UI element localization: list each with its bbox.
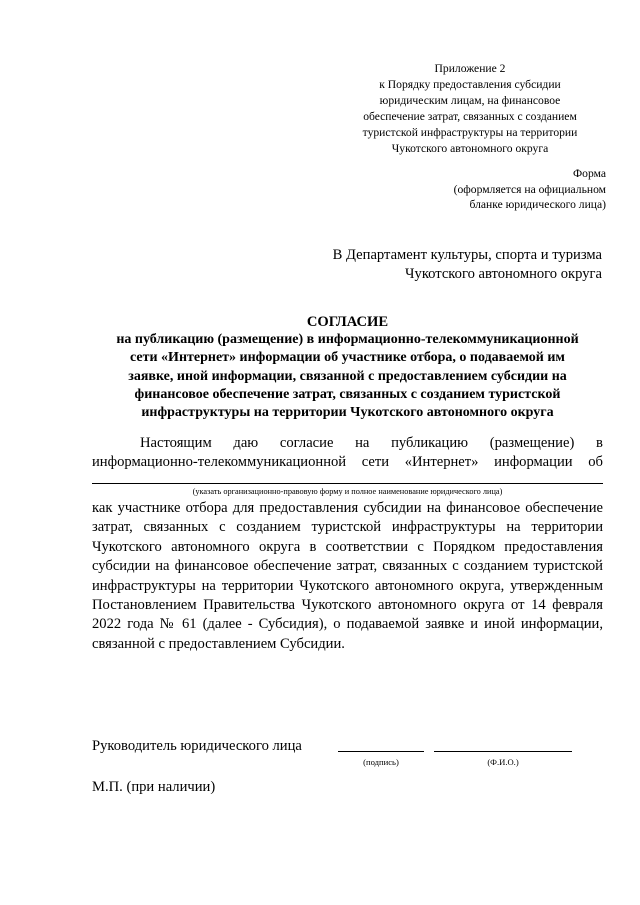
signature-row bbox=[92, 737, 603, 777]
form-note-line: бланке юридического лица) bbox=[469, 198, 606, 211]
title-main: СОГЛАСИЕ bbox=[306, 314, 389, 330]
entity-name-caption: (указать организационно-правовую форму и полное наименование юридического лица) bbox=[192, 487, 503, 496]
title-line: инфраструктуры на территории Чукотского автономного округа bbox=[141, 405, 554, 421]
intro-word: информационно-телекоммуникационной bbox=[92, 454, 347, 471]
intro-word: (размещение) bbox=[489, 435, 575, 451]
full-name-line bbox=[434, 751, 572, 752]
intro-word: Настоящим bbox=[140, 435, 212, 451]
appendix-line: юридическим лицам, на финансовое bbox=[379, 94, 561, 107]
intro-word: информации bbox=[494, 454, 573, 471]
intro-word: даю bbox=[233, 435, 259, 451]
document-title bbox=[80, 313, 615, 422]
title-line: заявке, иной информации, связанной с предоставлением субсидии на bbox=[128, 368, 567, 384]
appendix-line: туристской инфраструктуры на территории bbox=[362, 126, 578, 139]
form-note-line: (оформляется на официальном bbox=[453, 182, 606, 196]
signature-line bbox=[338, 751, 424, 752]
entity-name-line bbox=[92, 483, 603, 484]
appendix-line: Приложение 2 bbox=[434, 62, 506, 75]
form-note bbox=[400, 166, 606, 213]
signature-caption: (подпись) bbox=[363, 757, 399, 767]
intro-word: на bbox=[355, 435, 370, 451]
intro-paragraph bbox=[92, 434, 603, 472]
intro-line-1 bbox=[92, 434, 603, 453]
intro-word: в bbox=[596, 435, 603, 451]
appendix-line: к Порядку предоставления субсидии bbox=[379, 78, 561, 91]
appendix-header bbox=[340, 61, 600, 157]
seal-note: М.П. (при наличии) bbox=[92, 779, 216, 795]
intro-word: публикацию bbox=[391, 435, 469, 451]
appendix-line: обеспечение затрат, связанных с созданием bbox=[363, 110, 577, 123]
title-line: финансовое обеспечение затрат, связанных с созданием туристской bbox=[134, 386, 561, 402]
full-name-caption: (Ф.И.О.) bbox=[487, 757, 519, 767]
title-line: на публикацию (размещение) в информационно-телекоммуникационной bbox=[116, 332, 579, 348]
body-paragraph: как участнике отбора для предоставления субсидии на финансовое обеспечение затрат, связанных с созданием туристской инфраструктуры на территории Чукотского автономного округа в соответствии с Порядком предоставления субсидии на финансовое обеспечение затрат, связанных с созданием туристской инфраструктуры на территории Чукотского автономного округа, утвержденным Постановлением Правительства Чукотского автономного округа от 14 февраля 2022 года № 61 (далее - Субсидия), о подаваемой заявке и иной информации, связанной с предоставлением Субсидии. bbox=[92, 500, 603, 652]
addressee-line: Чукотского автономного округа bbox=[405, 266, 602, 282]
form-note-line: Форма bbox=[573, 167, 606, 180]
signature-label: Руководитель юридического лица bbox=[92, 738, 302, 754]
title-line: сети «Интернет» информации об участнике отбора, о подаваемой им bbox=[130, 350, 565, 366]
addressee-line: В Департамент культуры, спорта и туризма bbox=[332, 247, 602, 263]
intro-word: согласие bbox=[279, 435, 334, 451]
addressee bbox=[280, 246, 602, 284]
intro-word: сети bbox=[361, 454, 390, 471]
intro-line-2 bbox=[92, 453, 603, 472]
intro-word: «Интернет» bbox=[404, 454, 479, 471]
intro-word: об bbox=[588, 454, 603, 471]
appendix-line: Чукотского автономного округа bbox=[391, 142, 549, 155]
